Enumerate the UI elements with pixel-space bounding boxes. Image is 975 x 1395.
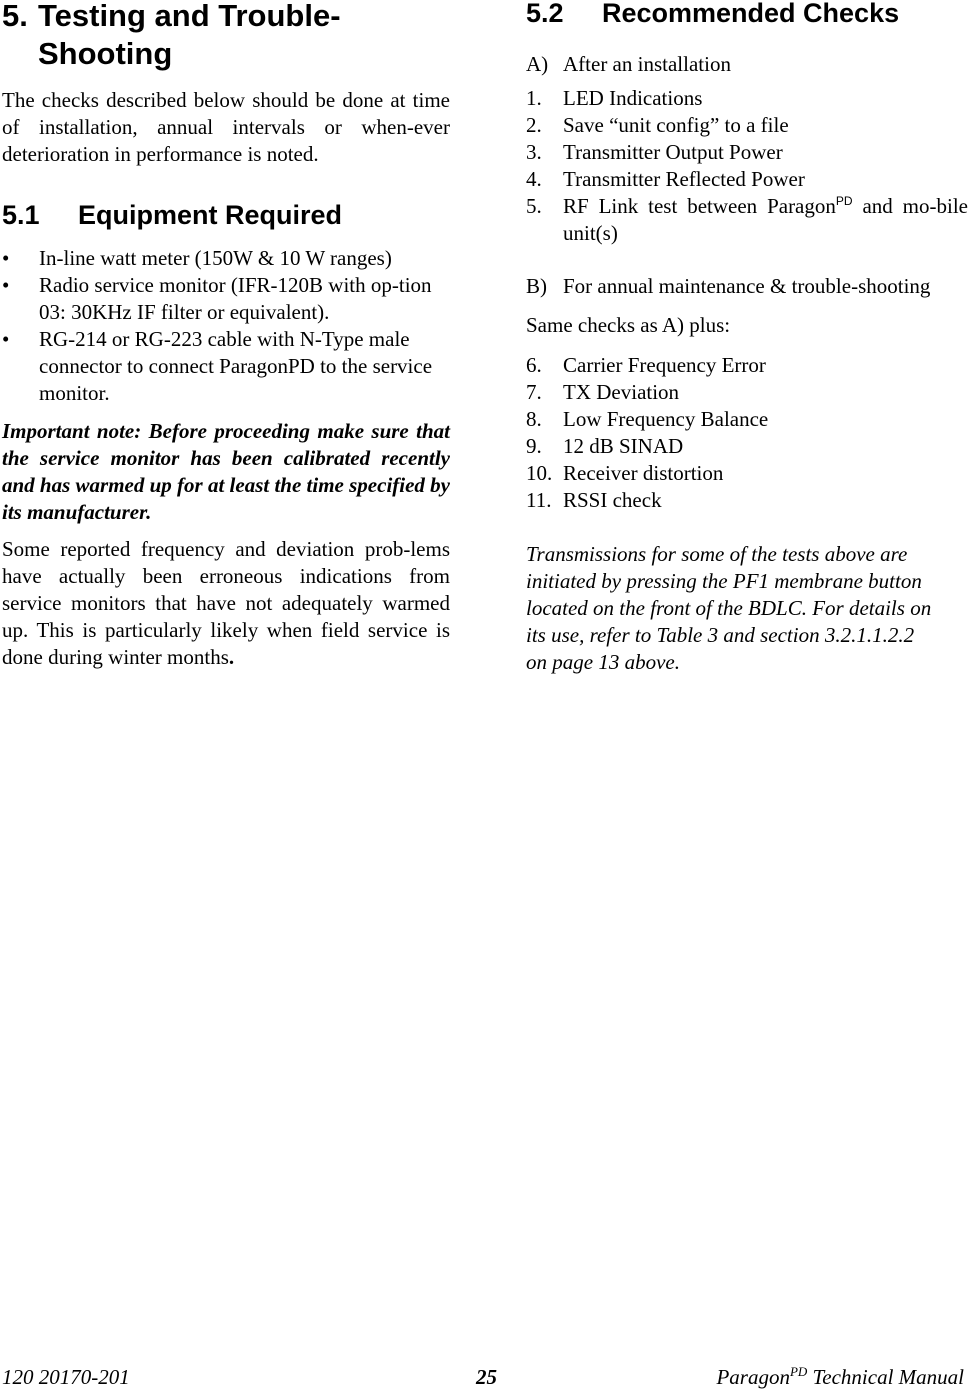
left-column: [2, 0, 450, 671]
equipment-list: [2, 245, 450, 407]
list-item-text: In-line watt meter (150W & 10 W ranges): [39, 246, 392, 270]
list-item: [526, 406, 968, 433]
rf-link-text: RF Link test between Paragon: [563, 194, 836, 218]
list-item-number: 4.: [526, 167, 542, 191]
same-checks-text: Same checks as A) plus:: [526, 313, 731, 337]
group-a-label: A): [526, 52, 549, 76]
pd-superscript: PD: [835, 194, 853, 208]
manual-title-pre: Paragon: [716, 1365, 790, 1389]
list-item-number: 6.: [526, 353, 542, 377]
list-item: [526, 193, 968, 247]
rf-link-text-end: and mo-bile unit(s): [563, 194, 968, 245]
list-item-text: Save “unit config” to a file: [563, 113, 789, 137]
list-item-number: 1.: [526, 86, 542, 110]
list-item-number: 5.: [526, 194, 542, 218]
list-item-text: Receiver distortion: [563, 461, 724, 485]
section-5-title-line2: Shooting: [38, 36, 173, 71]
section-5-1-heading: [2, 199, 450, 231]
list-item-text: Transmitter Reflected Power: [563, 167, 805, 191]
list-item-text: RSSI check: [563, 488, 662, 512]
list-item: [526, 460, 968, 487]
section-5-heading: [2, 0, 450, 73]
manual-title-superscript: PD: [789, 1364, 808, 1379]
section-5-intro: The checks described below should be done at time of installation, annual intervals or when-ever deterioration in performance is noted.: [2, 88, 450, 166]
section-5-2-number: 5.2: [526, 0, 564, 28]
warm-up-text: Some reported frequency and deviation prob-lems have actually been erroneous indications from service monitors that have not adequately warmed up. This is particularly likely when field service is done during winter months: [2, 537, 450, 669]
bullet-marker: •: [2, 273, 10, 297]
manual-title: [716, 1365, 964, 1390]
group-b-label: B): [526, 274, 547, 298]
note-line: located on the front of the BDLC. For details on: [526, 596, 932, 620]
list-item: [526, 85, 968, 112]
group-b-text: For annual maintenance & trouble-shooting: [563, 274, 931, 298]
bullet-marker: •: [2, 246, 10, 270]
important-note: Important note: Before proceeding make sure that the service monitor has been calibrated recently and has warmed up for at least the time specified by its manufacturer.: [2, 419, 450, 524]
section-5-2-heading: [526, 0, 968, 29]
section-5-title: [38, 0, 341, 73]
list-item: [526, 139, 968, 166]
list-item: [526, 433, 968, 460]
section-5-1-title: Equipment Required: [78, 200, 343, 230]
list-item: [526, 166, 968, 193]
manual-title-post: Technical Manual: [807, 1365, 964, 1389]
list-item-text: Transmitter Output Power: [563, 140, 783, 164]
list-item: [2, 272, 450, 326]
group-a-heading: [526, 51, 968, 78]
list-item: [2, 245, 450, 272]
doc-number: 120 20170-201: [2, 1365, 130, 1389]
list-item-text: Carrier Frequency Error: [563, 353, 766, 377]
section-5-2-title: Recommended Checks: [602, 0, 900, 28]
section-5-number: 5.: [2, 0, 28, 33]
checks-a-list: [526, 85, 968, 247]
list-item: [526, 379, 968, 406]
list-item-text: [563, 193, 968, 247]
list-item-text: Radio service monitor (IFR-120B with op-tion 03: 30KHz IF filter or equivalent).: [39, 273, 432, 324]
list-item-text: TX Deviation: [563, 380, 680, 404]
section-5-1-number: 5.1: [2, 200, 40, 230]
list-item: [526, 352, 968, 379]
right-column: [526, 0, 968, 676]
list-item-number: 10.: [526, 461, 553, 485]
list-item-number: 8.: [526, 407, 542, 431]
list-item: [526, 273, 968, 300]
list-item-number: 2.: [526, 113, 542, 137]
checks-b-list: [526, 352, 968, 514]
list-item-number: 11.: [526, 488, 552, 512]
list-item-text: 12 dB SINAD: [563, 434, 684, 458]
warm-up-paragraph: [2, 536, 450, 671]
note-line: Transmissions for some of the tests above are: [526, 542, 908, 566]
list-item-number: 3.: [526, 140, 542, 164]
transmissions-note: [526, 541, 968, 676]
warm-up-period: .: [228, 645, 235, 669]
section-5-title-line1: Testing and Trouble-: [38, 0, 341, 33]
list-item: [526, 51, 968, 78]
note-line: on page 13 above.: [526, 650, 680, 674]
list-item: [2, 326, 450, 407]
list-item-number: 7.: [526, 380, 542, 404]
list-item-text: Low Frequency Balance: [563, 407, 769, 431]
note-line: initiated by pressing the PF1 membrane button: [526, 569, 922, 593]
page-number: 25: [476, 1365, 497, 1389]
group-b-heading: [526, 273, 968, 300]
list-item-text: RG-214 or RG-223 cable with N-Type male connector to connect ParagonPD to the service monitor.: [39, 327, 433, 405]
list-item-text: LED Indications: [563, 86, 703, 110]
note-line: its use, refer to Table 3 and section 3.2.1.1.2.2: [526, 623, 915, 647]
list-item: [526, 112, 968, 139]
list-item-number: 9.: [526, 434, 542, 458]
group-a-text: After an installation: [563, 52, 731, 76]
bullet-marker: •: [2, 327, 10, 351]
list-item: [526, 487, 968, 514]
